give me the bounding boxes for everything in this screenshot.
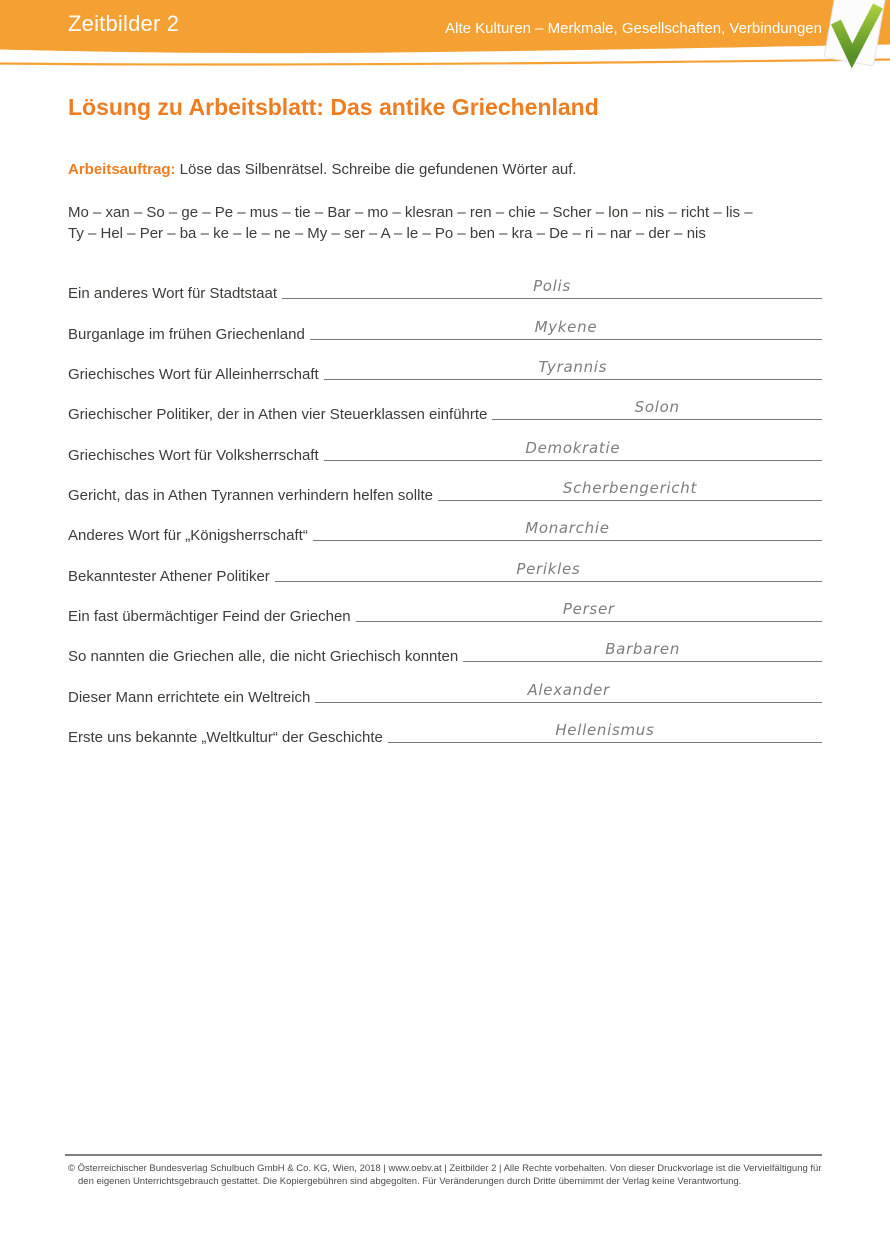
- question-label: Gericht, das in Athen Tyrannen verhindern helfen sollte: [68, 486, 433, 504]
- question-row: [68, 504, 822, 544]
- task-text: Löse das Silbenrätsel. Schreibe die gefundenen Wörter auf.: [175, 161, 577, 178]
- question-label: So nannten die Griechen alle, die nicht Griechisch konnten: [68, 648, 459, 666]
- question-label: Ein anderes Wort für Stadtstaat: [68, 285, 277, 303]
- answer-line: [438, 464, 822, 501]
- syllable-line-2: Ty – Hel – Per – ba – ke – le – ne – My – ser – A – le – Po – ben – kra – De – ri – nar – der – nis: [68, 224, 706, 242]
- header-bottom-stroke: [0, 60, 890, 65]
- answer-line: [310, 302, 822, 339]
- question-label: Bekanntester Athener Politiker: [68, 567, 270, 585]
- question-row: [68, 423, 822, 463]
- handwritten-answer: Barbaren: [605, 640, 681, 659]
- answer-line: [492, 383, 822, 420]
- footer-rule: [65, 1154, 822, 1156]
- answer-line: [282, 262, 822, 299]
- chapter-title: Alte Kulturen – Merkmale, Gesellschaften, Verbindungen: [445, 20, 822, 37]
- worksheet-check-icon: [814, 0, 890, 84]
- question-row: [68, 544, 822, 584]
- question-label: Burganlage im frühen Griechenland: [68, 325, 305, 343]
- syllable-line-1: Mo – xan – So – ge – Pe – mus – tie – Bar – mo – klesran – ren – chie – Scher – lon – nis – richt – lis –: [68, 204, 753, 221]
- handwritten-answer: Tyrannis: [538, 357, 608, 376]
- answer-line: [275, 544, 822, 581]
- question-row: [68, 665, 822, 705]
- answer-line: [324, 423, 822, 460]
- task-instruction: [68, 161, 577, 178]
- handwritten-answer: Alexander: [527, 680, 610, 699]
- answer-line: [315, 665, 822, 702]
- question-row: [68, 343, 822, 383]
- answer-line: [356, 585, 822, 622]
- questions-list: [68, 262, 822, 746]
- question-row: [68, 585, 822, 625]
- question-row: [68, 383, 822, 423]
- question-label: Griechischer Politiker, der in Athen vier Steuerklassen einführte: [68, 406, 488, 424]
- question-label: Ein fast übermächtiger Feind der Griechen: [68, 607, 351, 625]
- task-label: Arbeitsauftrag:: [68, 161, 176, 178]
- question-label: Griechisches Wort für Volksherrschaft: [68, 446, 319, 464]
- handwritten-answer: Scherbengericht: [562, 478, 698, 497]
- question-label: Dieser Mann errichtete ein Weltreich: [68, 688, 311, 706]
- question-row: [68, 625, 822, 665]
- handwritten-answer: Solon: [634, 398, 680, 417]
- answer-line: [313, 504, 822, 541]
- question-row: [68, 302, 822, 342]
- question-label: Erste uns bekannte „Weltkultur“ der Geschichte: [68, 728, 383, 746]
- answer-line: [388, 706, 822, 743]
- question-label: Griechisches Wort für Alleinherrschaft: [68, 365, 319, 383]
- syllable-puzzle: [68, 203, 822, 244]
- answer-line: [324, 343, 822, 380]
- handwritten-answer: Polis: [533, 277, 571, 296]
- handwritten-answer: Demokratie: [525, 438, 621, 457]
- question-label: Anderes Wort für „Königsherrschaft“: [68, 527, 308, 545]
- handwritten-answer: Monarchie: [525, 519, 610, 538]
- page-title: Lösung zu Arbeitsblatt: Das antike Griechenland: [68, 94, 599, 120]
- handwritten-answer: Hellenismus: [555, 720, 655, 739]
- question-row: [68, 262, 822, 302]
- footer-copyright: © Österreichischer Bundesverlag Schulbuch GmbH & Co. KG, Wien, 2018 | www.oebv.at | Zeitbilder 2 | Alle Rechte vorbehalten. Von dieser Druckvorlage ist die Vervielfältigung für den eigenen Unterrichtsgebrauch gestattet. Die Kopiergebühren sind abgegolten. Für Veränderungen durch Dritte übernimmt der Verlag keine Verantwortung.: [68, 1163, 822, 1187]
- handwritten-answer: Mykene: [534, 317, 598, 336]
- handwritten-answer: Perser: [562, 599, 615, 618]
- question-row: [68, 706, 822, 746]
- handwritten-answer: Perikles: [516, 559, 581, 578]
- answer-line: [463, 625, 822, 662]
- book-title: Zeitbilder 2: [68, 11, 180, 36]
- question-row: [68, 464, 822, 504]
